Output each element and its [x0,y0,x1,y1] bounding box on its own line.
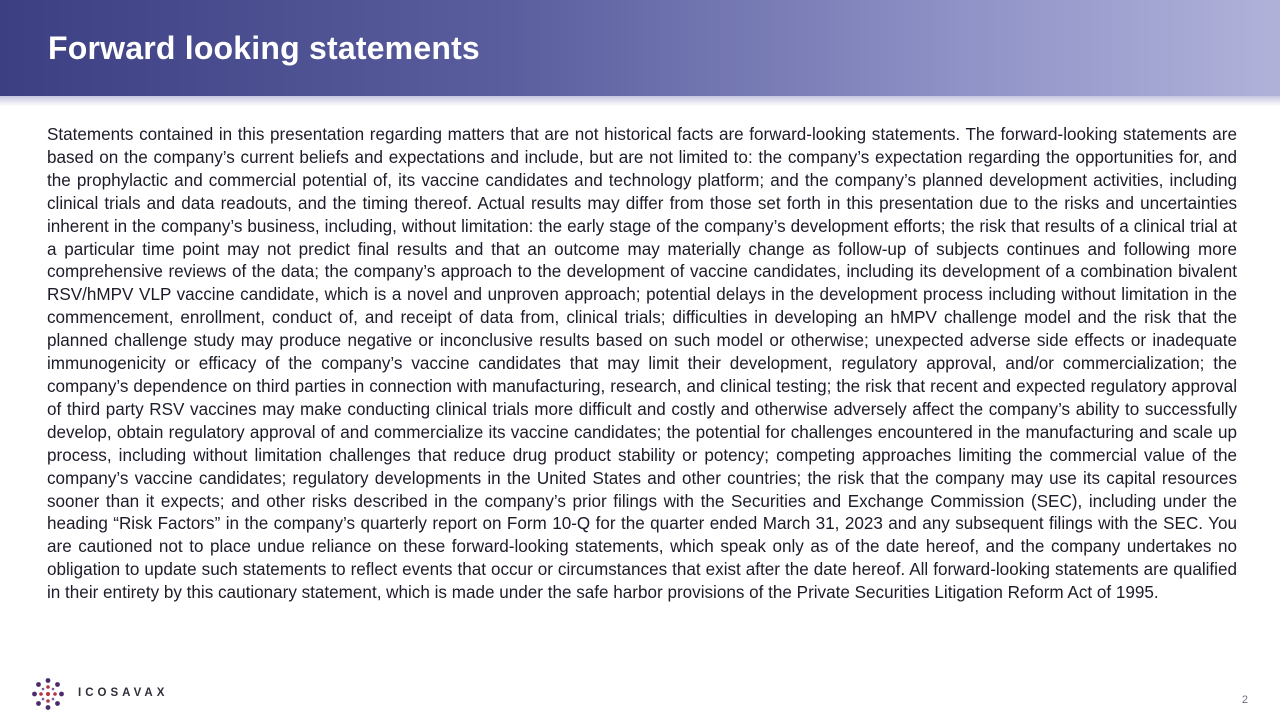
icosavax-logo-icon [30,676,66,712]
title-banner-shadow [0,96,1280,106]
title-banner [0,0,1280,96]
logo-wordmark: ICOSAVAX [78,687,169,699]
forward-looking-statement-text: Statements contained in this presentation regarding matters that are not historical facts are forward-looking statements. The forward-looking statements are based on the company’s current beliefs and expectations and include, but are not limited to: the company’s expectation regarding the opportunities for, and the prophylactic and commercial potential of, its vaccine candidates and technology platform; and the company’s planned development activities, including clinical trials and data readouts, and the timing thereof. Actual results may differ from those set forth in this presentation due to the risks and uncertainties inherent in the company’s business, including, without limitation: the early stage of the company’s development efforts; the risk that results of a clinical trial at a particular time point may not predict final results and that an outcome may materially change as follow-up of subjects continues and following more comprehensive reviews of the data; the company’s approach to the development of vaccine candidates, including its development of a combination bivalent RSV/hMPV VLP vaccine candidate, which is a novel and unproven approach; potential delays in the development process including without limitation in the commencement, enrollment, conduct of, and receipt of data from, clinical trials; difficulties in developing an hMPV challenge model and the risk that the planned challenge study may produce negative or inconclusive results based on such model or otherwise; unexpected adverse side effects or inadequate immunogenicity or efficacy of the company’s vaccine candidates that may limit their development, regulatory approval, and/or commercialization; the company’s dependence on third parties in connection with manufacturing, research, and clinical testing; the risk that recent and expected regulatory approval of third party RSV vaccines may make conducting clinical trials more difficult and costly and otherwise adversely affect the company’s ability to successfully develop, obtain regulatory approval of and commercialize its vaccine candidates; the potential for challenges encountered in the manufacturing and scale up process, including without limitation challenges that reduce drug product stability or potency; competing approaches limiting the commercial value of the company’s vaccine candidates; regulatory developments in the United States and other countries; the risk that the company may use its capital resources sooner than it expects; and other risks described in the company’s prior filings with the Securities and Exchange Commission (SEC), including under the heading “Risk Factors” in the company’s quarterly report on Form 10-Q for the quarter ended March 31, 2023 and any subsequent filings with the SEC. You are cautioned not to place undue reliance on these forward-looking statements, which speak only as of the date hereof, and the company undertakes no obligation to update such statements to reflect events that occur or circumstances that exist after the date hereof. All forward-looking statements are qualified in their entirety by this cautionary statement, which is made under the safe harbor provisions of the Private Securities Litigation Reform Act of 1995. [47,125,1237,603]
company-logo [30,676,170,714]
slide-title: Forward looking statements [48,30,480,66]
page-number: 2 [1241,694,1248,706]
